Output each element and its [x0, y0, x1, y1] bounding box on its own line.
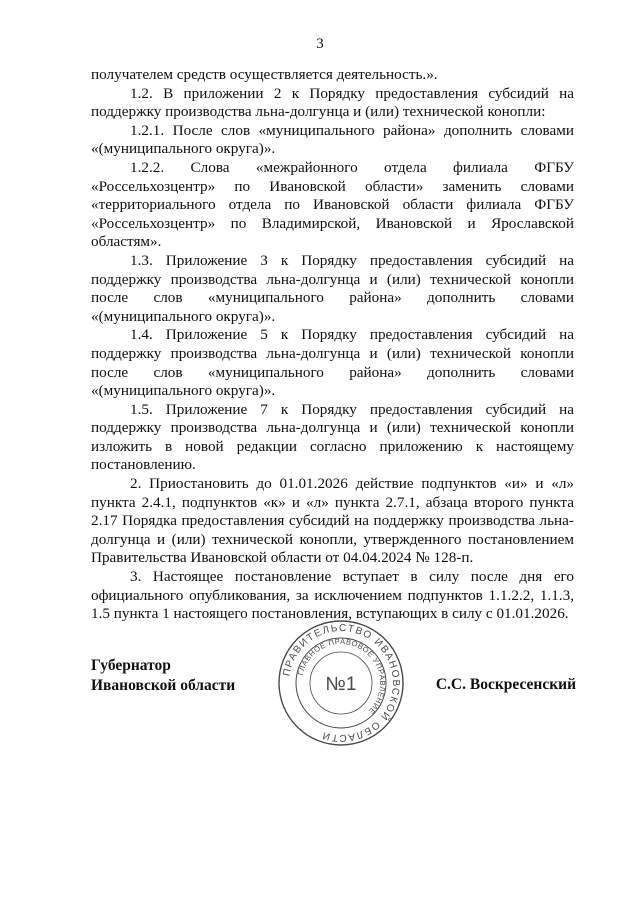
paragraph: 3. Настоящее постановление вступает в силу после дня его официального опубликования, за исключением подпунктов 1.1.2.2, 1.1.3, 1.5 пункта 1 настоящего постановления, вступающих в силу с 01.01.2026.: [91, 568, 574, 623]
seal-outer-text: ПРАВИТЕЛЬСТВО ИВАНОВСКОЙ ОБЛАСТИ: [281, 622, 402, 744]
paragraph: 1.2. В приложении 2 к Порядку предоставления субсидий на поддержку производства льна-долгунца и (или) технической конопли:: [91, 84, 574, 121]
signatory-title-line2: Ивановской области: [91, 676, 236, 694]
paragraph: 2. Приостановить до 01.01.2026 действие подпунктов «и» и «л» пункта 2.4.1, подпунктов «к» и «л» пункта 2.7.1, абзаца второго пункта 2.17 Порядка предоставления субсидий на поддержку производства льна-долгунца и (или) технической конопли, утвержденного постановлением Правительства Ивановской области от 04.04.2024 № 128-п.: [91, 475, 574, 567]
signatory-title-line1: Губернатор: [91, 657, 171, 674]
paragraph: 1.3. Приложение 3 к Порядку предоставления субсидий на поддержку производства льна-долгунца и (или) технической конопли после слов «муниципального района» дополнить словами «(муниципального округа)».: [91, 251, 574, 325]
official-seal: [277, 619, 405, 747]
page-number: 3: [316, 36, 324, 52]
paragraph: 1.5. Приложение 7 к Порядку предоставления субсидий на поддержку производства льна-долгунца и (или) технической конопли изложить в новой редакции согласно приложению к настоящему постановлению.: [91, 400, 574, 474]
signatory-name: С.С. Воскресенский: [435, 676, 576, 693]
paragraph: 1.2.2. Слова «межрайонного отдела филиала ФГБУ «Россельхозцентр» по Ивановской области» заменить словами «территориального отдела по Ивановской области филиала ФГБУ «Россельхозцентр» по Владимирской, Ивановской и Ярославской областям».: [91, 158, 574, 251]
paragraph: 1.2.1. После слов «муниципального района» дополнить словами «(муниципального округа)».: [91, 121, 574, 158]
paragraph: получателем средств осуществляется деятельность.».: [91, 66, 438, 83]
seal-inner-text: ГЛАВНОЕ ПРАВОВОЕ УПРАВЛЕНИЕ: [295, 636, 388, 717]
seal-number: №1: [325, 674, 357, 695]
document-body: [91, 66, 574, 624]
signatory-title: [91, 656, 235, 695]
paragraph: 1.4. Приложение 5 к Порядку предоставления субсидий на поддержку производства льна-долгунца и (или) технической конопли после слов «муниципального района» дополнить словами «(муниципального округа)».: [91, 326, 574, 400]
